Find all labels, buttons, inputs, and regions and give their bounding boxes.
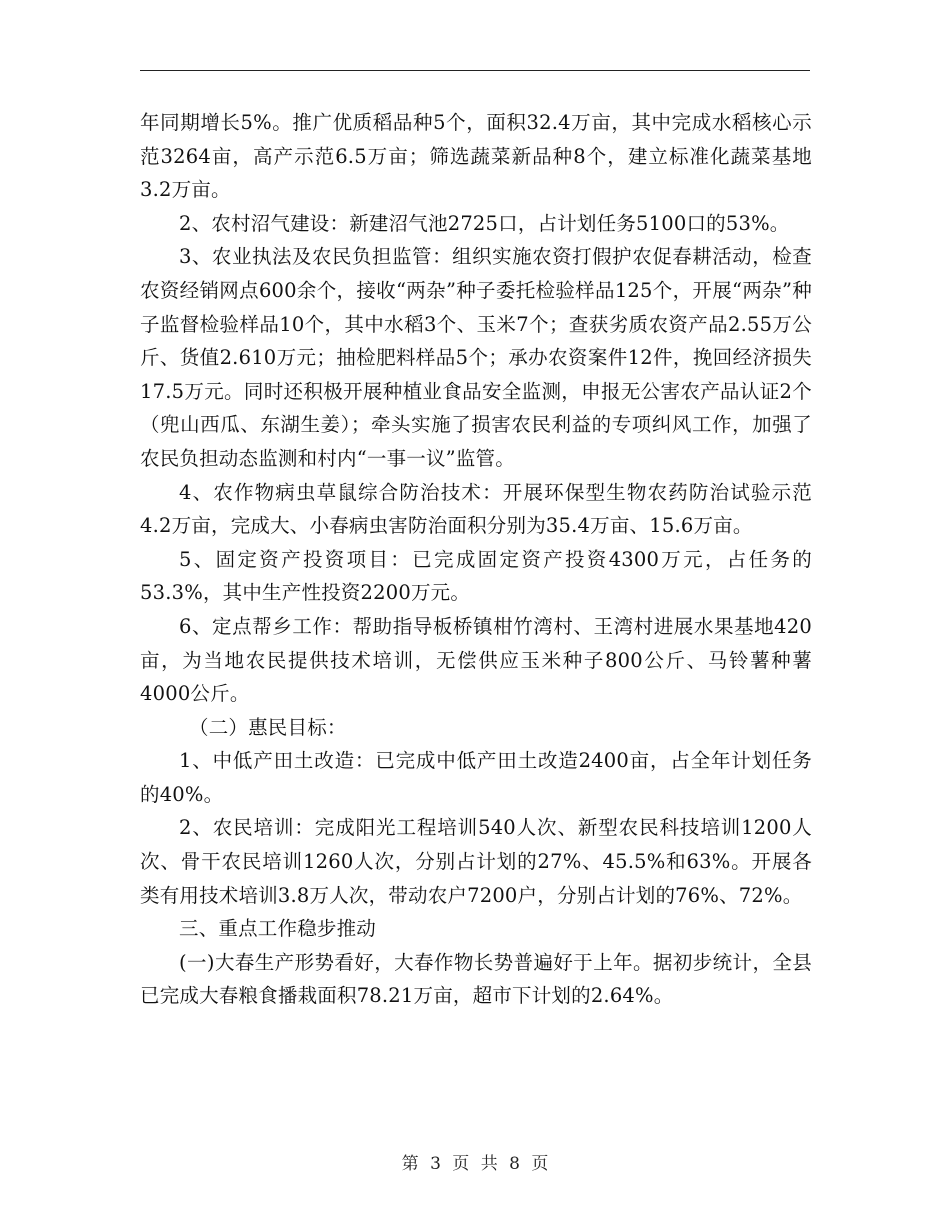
header-rule (140, 70, 810, 71)
paragraph-spring-production: (一)大春生产形势看好，大春作物长势普遍好于上年。据初步统计，全县已完成大春粮食播栽面积78.21万亩，超市下计划的2.64%。 (140, 950, 812, 1008)
section-heading-key-work: 三、重点工作稳步推动 (179, 917, 377, 941)
paragraph-continuation: 年同期增长5%。推广优质稻品种5个，面积32.4万亩，其中完成水稻核心示范3264亩，高产示范6.5万亩；筛选蔬菜新品种8个，建立标准化蔬菜基地3.2万亩。 (140, 111, 812, 202)
paragraph-field-improvement: 1、中低产田土改造：已完成中低产田土改造2400亩，占全年计划任务的40%。 (140, 749, 812, 806)
paragraph-biogas: 2、农村沼气建设：新建沼气池2725口，占计划任务5100口的53%。 (179, 211, 790, 235)
paragraph-pest-control: 4、农作物病虫草鼠综合防治技术：开展环保型生物农药防治试验示范4.2万亩，完成大、小春病虫害防治面积分别为35.4万亩、15.6万亩。 (140, 480, 812, 538)
section-heading-benefit-goals: （二）惠民目标： (189, 715, 347, 739)
paragraph-farmer-training: 2、农民培训：完成阳光工程培训540人次、新型农民科技培训1200人次、骨干农民培训1260人次，分别占计划的27%、45.5%和63%。开展各类有用技术培训3.8万人次，带动农户7200户，分别占计划的76%、72%。 (140, 816, 812, 907)
paragraph-township-aid: 6、定点帮乡工作：帮助指导板桥镇柑竹湾村、王湾村进展水果基地420亩，为当地农民提供技术培训，无偿供应玉米种子800公斤、马铃薯种薯4000公斤。 (140, 614, 812, 706)
paragraph-enforcement: 3、农业执法及农民负担监管：组织实施农资打假护农促春耕活动，检查农资经销网点600余个，接收“两杂”种子委托检验样品125个，开展“两杂”种子监督检验样品10个，其中水稻3个、玉米7个；查获劣质农资产品2.55万公斤、货值2.610万元；抽检肥料样品5个；承办农资案件12件，挽回经济损失17.5万元。同时还积极开展种植业食品安全监测，申报无公害农产品认证2个（兜山西瓜、东湖生姜）；牵头实施了损害农民利益的专项纠风工作，加强了农民负担动态监测和村内“一事一议”监管。 (140, 245, 812, 470)
paragraph-fixed-assets: 5、固定资产投资项目：已完成固定资产投资4300万元，占任务的53.3%，其中生产性投资2200万元。 (140, 547, 812, 605)
document-body (140, 106, 812, 1013)
page-number-footer: 第 3 页 共 8 页 (401, 1154, 549, 1174)
